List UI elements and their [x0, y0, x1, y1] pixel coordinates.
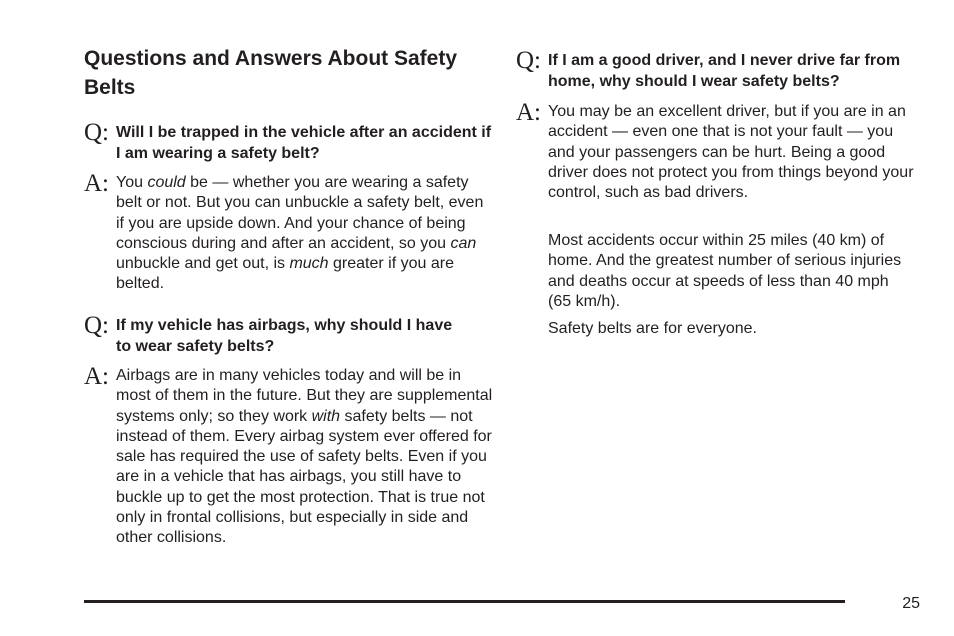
section-title: Questions and Answers About Safety Belts: [84, 47, 458, 99]
answer-text-part: unbuckle and get out, is: [116, 255, 290, 273]
answer-text-emphasis: much: [289, 255, 329, 273]
question-marker: Q:: [84, 119, 109, 146]
answer-text-part: be — whether you are wearing a safety belt or not. But you can unbuckle a safety belt, even if you are upside down. And your chance of being conscious during and after an accident, so you: [116, 174, 484, 252]
question-marker: Q:: [84, 312, 109, 339]
answer-marker: A:: [84, 170, 109, 197]
answer-marker: A:: [84, 363, 109, 390]
answer-text-part: greater if you are belted.: [116, 255, 454, 293]
answer-text-part: You: [116, 174, 148, 191]
answer-text: [116, 173, 494, 295]
question-text: If my vehicle has airbags, why should I have to wear safety belts?: [116, 317, 453, 355]
footer-rule: [84, 600, 845, 603]
answer-text: [116, 366, 500, 549]
answer-text-part: safety belts — not instead of them. Every airbag system ever offered for sale has required the use of safety belts. Even if you are in a vehicle that has airbags, you still have to buckle up to get the most protection. That is true not only in frontal collisions, but especially in side and other collisions.: [116, 407, 492, 547]
answer-text-emphasis: can: [450, 234, 477, 252]
answer-text-part: Airbags are in many vehicles today and will be in most of them in the future. But they are supplemental systems only; so they work: [116, 367, 493, 425]
answer-text-emphasis: with: [311, 407, 341, 425]
paragraph-belts-for-everyone: Safety belts are for everyone.: [548, 320, 757, 337]
page-number: 25: [902, 595, 920, 612]
answer-text: You may be an excellent driver, but if you are in an accident — even one that is not your fault — you and your passengers can be hurt. Being a good driver does not protect you from things beyond your control, such as bad drivers.: [548, 103, 914, 202]
question-text: If I am a good driver, and I never drive far from home, why should I wear safety belts?: [548, 52, 901, 90]
answer-text-emphasis: could: [147, 174, 186, 191]
answer-marker: A:: [516, 99, 541, 126]
question-marker: Q:: [516, 47, 541, 74]
question-text: Will I be trapped in the vehicle after an accident if I am wearing a safety belt?: [116, 124, 492, 162]
paragraph-accidents-near-home: Most accidents occur within 25 miles (40 km) of home. And the greatest number of serious injuries and deaths occur at speeds of less than 40 mph (65 km/h).: [548, 232, 902, 310]
